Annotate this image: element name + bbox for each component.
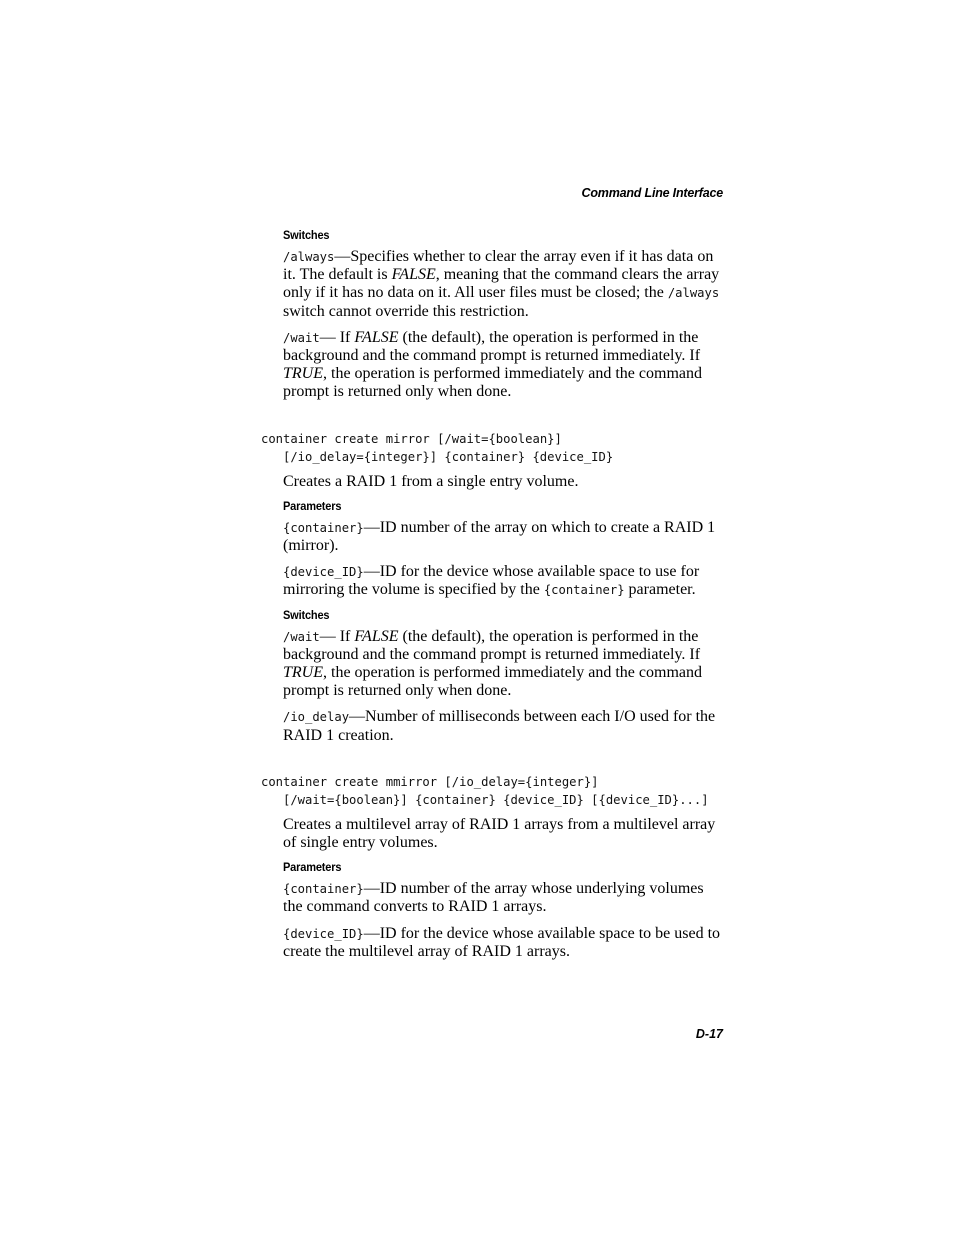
- parameters-heading: Parameters: [283, 860, 342, 875]
- mmirror-command-syntax: container create mmirror [/io_delay={integer}] [/wait={boolean}] {container} {device_ID} [{device_ID}...]: [261, 774, 709, 807]
- switch-code: /wait: [283, 330, 320, 345]
- param-code: {container}: [283, 520, 364, 535]
- parameters-heading: Parameters: [283, 498, 342, 513]
- switch-code: /io_delay: [283, 710, 350, 725]
- running-head: Command Line Interface: [581, 186, 723, 200]
- mirror-description: Creates a RAID 1 from a single entry volume.: [283, 472, 579, 490]
- switches-heading: Switches: [283, 607, 330, 622]
- switch-code: /always: [283, 250, 335, 264]
- param-code: {container}: [543, 583, 625, 598]
- param-code: {device_ID}: [283, 926, 364, 941]
- param-code: {container}: [283, 882, 364, 897]
- mirror-device-param: {device_ID}—ID for the device whose available space to use for mirroring the volume is specified by the {container} parameter.: [283, 563, 700, 599]
- mirror-command-syntax: container create mirror [/wait={boolean}] [/io_delay={integer}] {container} {device_ID}: [261, 431, 614, 464]
- mirror-container-param: {container}—ID number of the array on which to create a RAID 1 (mirror).: [283, 518, 716, 555]
- switch-code: /always: [667, 286, 720, 301]
- page-number: D-17: [695, 1027, 723, 1041]
- always-switch-description: /always—Specifies whether to clear the array even if it has data on it. The default is FALSE, meaning that the command clears the array only if it has no data on it. All user files must be closed; the /always switch cannot override this restriction.: [283, 248, 720, 320]
- wait-switch-description: /wait— If FALSE (the default), the operation is performed in the background and the command prompt is returned immediately. If TRUE, the operation is performed immediately and the command prompt is returned only when done.: [283, 328, 702, 401]
- page-content: [261, 228, 731, 969]
- mmirror-container-param: {container}—ID number of the array whose underlying volumes the command converts to RAID 1 arrays.: [283, 880, 704, 916]
- mirror-io-delay-switch: /io_delay—Number of milliseconds between each I/O used for the RAID 1 creation.: [283, 708, 716, 744]
- mmirror-device-param: {device_ID}—ID for the device whose available space to be used to create the multilevel array of RAID 1 arrays.: [283, 924, 721, 960]
- switches-heading: Switches: [283, 228, 330, 242]
- switch-code: /wait: [283, 629, 320, 644]
- mmirror-description: Creates a multilevel array of RAID 1 arrays from a multilevel array of single entry volumes.: [283, 815, 716, 852]
- mirror-wait-switch: /wait— If FALSE (the default), the operation is performed in the background and the command prompt is returned immediately. If TRUE, the operation is performed immediately and the command prompt is returned only when done.: [283, 627, 702, 700]
- param-code: {device_ID}: [283, 565, 364, 580]
